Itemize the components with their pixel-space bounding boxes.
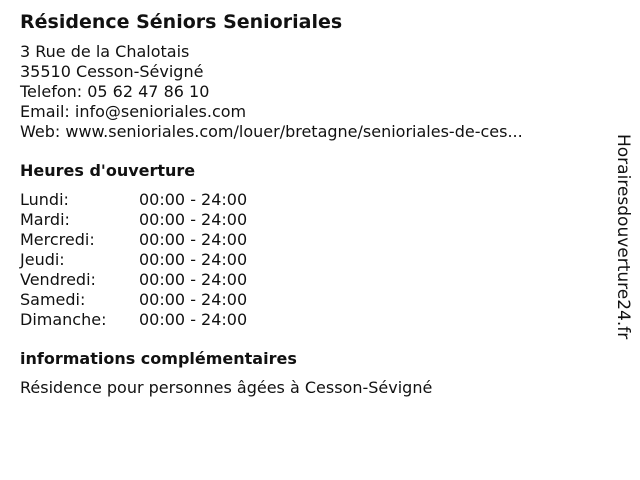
- day-label: Mercredi:: [20, 230, 95, 249]
- phone-number: Telefon: 05 62 47 86 10: [20, 82, 210, 101]
- email-address: Email: info@senioriales.com: [20, 102, 247, 121]
- business-card: [20, 10, 600, 398]
- additional-info-heading: informations complémentaires: [20, 349, 297, 368]
- day-label: Mardi:: [20, 210, 70, 229]
- street-address: 3 Rue de la Chalotais: [20, 42, 190, 61]
- additional-info-text: Résidence pour personnes âgées à Cesson-Sévigné: [20, 378, 433, 397]
- city-address: 35510 Cesson-Sévigné: [20, 62, 204, 81]
- site-watermark: Horairesdouverture24.fr: [613, 134, 633, 340]
- time-range: 00:00 - 24:00: [139, 210, 248, 229]
- day-label: Lundi:: [20, 190, 69, 209]
- day-label: Dimanche:: [20, 310, 107, 329]
- hours-row: [20, 190, 247, 210]
- address-block: [20, 42, 600, 142]
- time-range: 00:00 - 24:00: [139, 250, 248, 269]
- page-title: Résidence Séniors Senioriales: [20, 11, 343, 33]
- time-range: 00:00 - 24:00: [139, 190, 248, 209]
- hours-row: [20, 270, 247, 290]
- hours-row: [20, 230, 247, 250]
- time-range: 00:00 - 24:00: [139, 310, 248, 329]
- time-range: 00:00 - 24:00: [139, 230, 248, 249]
- opening-hours-heading: Heures d'ouverture: [20, 161, 196, 180]
- hours-row: [20, 290, 247, 310]
- day-label: Jeudi:: [20, 250, 65, 269]
- hours-row: [20, 250, 247, 270]
- day-label: Samedi:: [20, 290, 86, 309]
- website-url: Web: www.senioriales.com/louer/bretagne/senioriales-de-ces...: [20, 122, 523, 141]
- time-range: 00:00 - 24:00: [139, 270, 248, 289]
- time-range: 00:00 - 24:00: [139, 290, 248, 309]
- hours-row: [20, 310, 247, 330]
- hours-row: [20, 210, 247, 230]
- day-label: Vendredi:: [20, 270, 96, 289]
- opening-hours-table: [20, 190, 247, 330]
